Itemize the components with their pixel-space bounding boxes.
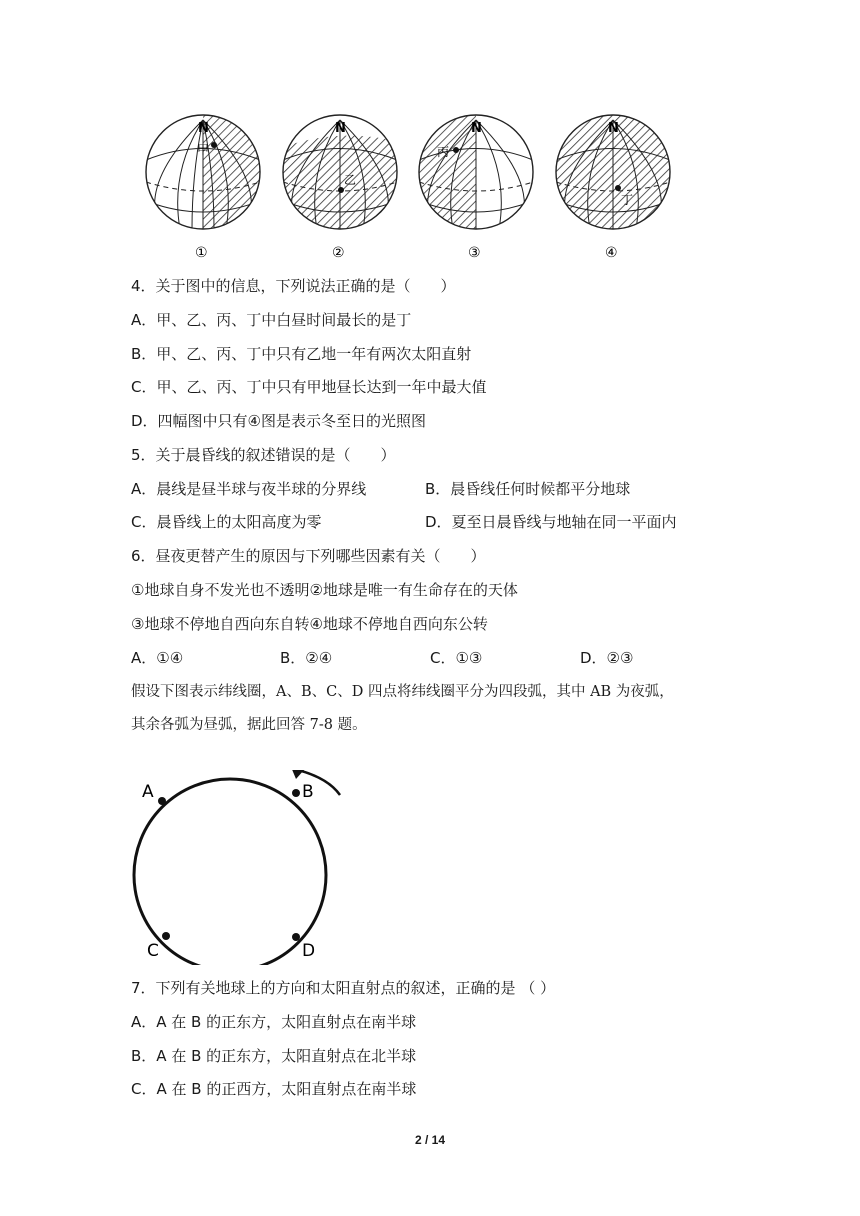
question-4-option-d: D．四幅图中只有④图是表示冬至日的光照图 bbox=[131, 412, 426, 430]
question-5-option-a: A．晨线是昼半球与夜半球的分界线 bbox=[131, 480, 367, 498]
globe-figures bbox=[140, 112, 685, 264]
question-5-stem: 5．关于晨昏线的叙述错误的是（ ） bbox=[131, 446, 396, 464]
caption-2: ② bbox=[332, 245, 345, 261]
question-4-stem: 4．关于图中的信息，下列说法正确的是（ ） bbox=[131, 277, 456, 295]
intro-line-1: 假设下图表示纬线圈，A、B、C、D 四点将纬线圈平分为四段弧，其中 AB 为夜弧， bbox=[131, 684, 674, 700]
question-6-stem: 6．昼夜更替产生的原因与下列哪些因素有关（ ） bbox=[131, 547, 486, 565]
north-label-4: N bbox=[608, 121, 619, 136]
point-c-label: C bbox=[147, 941, 159, 961]
question-7-stem: 7．下列有关地球上的方向和太阳直射点的叙述，正确的是 （ ） bbox=[131, 979, 556, 997]
question-4-option-c: C．甲、乙、丙、丁中只有甲地昼长达到一年中最大值 bbox=[131, 378, 487, 396]
question-7-option-c: C．A 在 B 的正西方，太阳直射点在南半球 bbox=[131, 1080, 417, 1098]
intro-line-2: 其余各弧为昼弧，据此回答 7-8 题。 bbox=[131, 717, 367, 733]
north-label-3: N bbox=[471, 121, 482, 136]
point-label-yi: 乙 bbox=[344, 173, 357, 187]
point-label-jia: 甲 bbox=[197, 143, 210, 157]
globe-4 bbox=[556, 112, 671, 261]
question-5-option-b: B．晨昏线任何时候都平分地球 bbox=[425, 480, 631, 498]
point-d-label: D bbox=[302, 941, 316, 961]
question-4-option-b: B．甲、乙、丙、丁中只有乙地一年有两次太阳直射 bbox=[131, 345, 472, 363]
question-6-option-c: C．①③ bbox=[430, 649, 483, 667]
north-label-2: N bbox=[335, 121, 346, 136]
question-6-option-a: A．①④ bbox=[131, 649, 184, 667]
question-6-statement-1: ①地球自身不发光也不透明②地球是唯一有生命存在的天体 bbox=[131, 581, 518, 599]
globe-2 bbox=[280, 112, 405, 261]
north-label-1: N bbox=[198, 121, 209, 136]
latitude-circle-figure bbox=[128, 770, 368, 965]
question-7-option-a: A．A 在 B 的正东方，太阳直射点在南半球 bbox=[131, 1013, 417, 1031]
question-7-option-b: B．A 在 B 的正东方，太阳直射点在北半球 bbox=[131, 1047, 417, 1065]
globe-3 bbox=[419, 112, 533, 261]
point-a-label: A bbox=[142, 782, 154, 802]
globe-1 bbox=[146, 112, 263, 261]
caption-3: ③ bbox=[468, 245, 481, 261]
point-label-ding: 丁 bbox=[621, 193, 634, 207]
question-6-option-d: D．②③ bbox=[580, 649, 634, 667]
caption-1: ① bbox=[195, 245, 208, 261]
question-5-option-d: D．夏至日晨昏线与地轴在同一平面内 bbox=[425, 513, 677, 531]
point-label-bing: 丙 bbox=[437, 145, 450, 159]
caption-4: ④ bbox=[605, 245, 618, 261]
question-5-option-c: C．晨昏线上的太阳高度为零 bbox=[131, 513, 322, 531]
page-number: 2 / 14 bbox=[414, 1133, 446, 1147]
question-4-option-a: A．甲、乙、丙、丁中白昼时间最长的是丁 bbox=[131, 311, 412, 329]
point-b-label: B bbox=[302, 782, 314, 802]
question-6-statement-2: ③地球不停地自西向东自转④地球不停地自西向东公转 bbox=[131, 615, 488, 633]
question-6-option-b: B．②④ bbox=[280, 649, 333, 667]
